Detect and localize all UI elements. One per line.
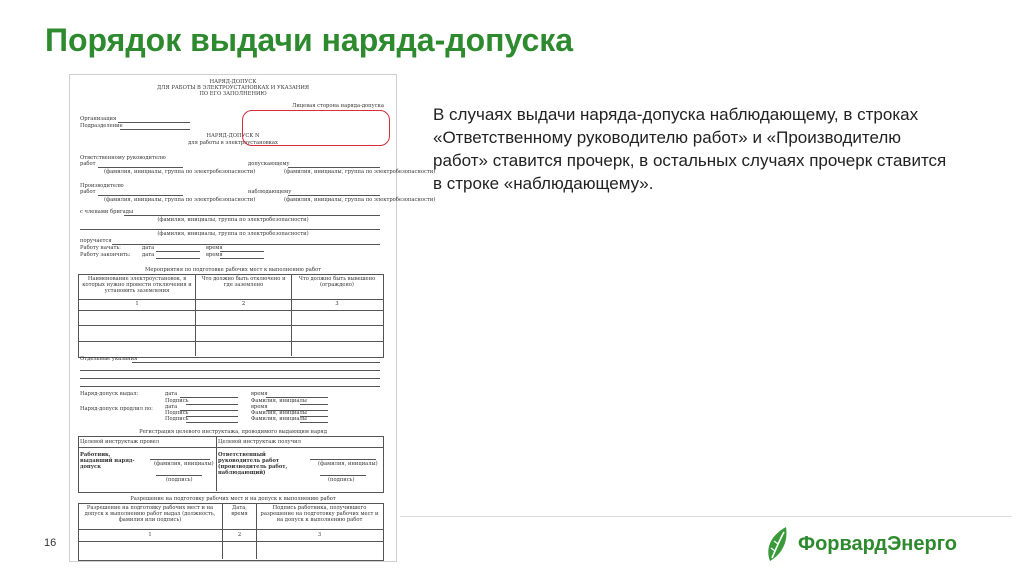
form-date-label: дата — [165, 391, 178, 397]
form-line — [216, 436, 217, 491]
form-resp-label-2: работ — [80, 161, 96, 167]
form-time-label: время — [251, 404, 268, 410]
form-end-label: Работу закончить: — [80, 252, 131, 258]
form-fio-group: (фамилия, инициалы, группа по электробезопасности) — [284, 169, 436, 175]
form-measures-header: Что должно быть отключено и где заземлено — [201, 276, 286, 288]
form-line — [78, 529, 383, 530]
form-col-number: 3 — [335, 301, 339, 307]
form-date-label: дата — [142, 245, 155, 251]
footer-divider — [400, 516, 1012, 517]
form-sign-paren: (подпись) — [328, 477, 355, 483]
form-line — [118, 122, 190, 123]
form-signature-label: Подпись — [165, 398, 189, 404]
form-resp-leader-label: Ответственный руководитель работ (производитель работ, наблюдающий) — [218, 452, 288, 476]
form-permission-title: Разрешение на подготовку рабочих мест и на допуск к выполнению работ — [130, 496, 336, 502]
form-line — [80, 386, 380, 387]
form-resp-label: Ответственному руководителю — [80, 155, 166, 161]
form-measures-header: Что должно быть вывешено (ограждено) — [298, 276, 376, 288]
form-line — [156, 251, 200, 252]
form-fio-group: (фамилия, инициалы, группа по электробезопасности) — [157, 217, 309, 223]
form-col-number: 2 — [237, 532, 242, 538]
form-line — [98, 195, 183, 196]
form-line — [78, 299, 383, 300]
form-observer-label: наблюдающему — [248, 189, 292, 195]
form-org-label: Организация — [80, 116, 117, 122]
logo-text: ФорвардЭнерго — [798, 532, 958, 555]
form-line — [120, 129, 190, 130]
form-measures-title: Мероприятия по подготовке рабочих мест к выполнению работ — [145, 267, 321, 273]
work-permit-form-image — [69, 74, 436, 562]
form-line — [124, 215, 380, 216]
form-line — [195, 274, 196, 356]
form-special-label: Отдельные указания — [80, 356, 138, 362]
form-line — [150, 459, 210, 460]
form-fio-group: (фамилия, инициалы, группа по электробезопасности) — [157, 231, 309, 237]
leaf-icon — [764, 525, 794, 563]
form-extended-label: Наряд-допуск продлил по: — [80, 406, 153, 412]
form-line — [300, 404, 328, 405]
form-prod-label-2: работ — [80, 189, 96, 195]
form-time-label: время — [206, 245, 223, 251]
form-sign-paren: (подпись) — [166, 477, 193, 483]
form-line — [80, 370, 380, 371]
slide-body-text: В случаях выдачи наряда-допуска наблюдающему, в строках «Ответственному руководителю работ» и «Производителю работ» ставится прочерк, в остальных случаях прочерк ставится в строке «наблюдающему». — [433, 105, 947, 193]
form-fio-short: (фамилия, инициалы) — [154, 461, 214, 467]
form-line — [320, 475, 366, 476]
form-issued-label: Наряд-допуск выдал: — [80, 391, 139, 397]
form-line — [310, 459, 376, 460]
form-line — [132, 362, 380, 363]
form-line — [156, 475, 202, 476]
form-fio-label: Фамилия, инициалы — [251, 398, 307, 404]
form-line — [78, 541, 383, 542]
form-col-number: 1 — [135, 301, 139, 307]
form-line — [78, 447, 383, 448]
page-number: 16 — [44, 537, 57, 549]
form-line — [186, 422, 238, 423]
form-date-label: дата — [142, 252, 155, 258]
form-line — [78, 341, 383, 342]
form-briefing-conducted: Целевой инструктаж провел — [80, 439, 159, 445]
form-team-label: с членами бригады — [80, 209, 134, 215]
form-start-label: Работу начать: — [80, 245, 121, 251]
form-signature-label: Подпись — [165, 416, 189, 422]
form-date-label: дата — [165, 404, 178, 410]
form-fio-group: (фамилия, инициалы, группа по электробезопасности) — [104, 197, 256, 203]
form-line — [186, 404, 238, 405]
form-line — [300, 422, 328, 423]
form-header-2: ДЛЯ РАБОТЫ В ЭЛЕКТРОУСТАНОВКАХ И УКАЗАНИЯ — [156, 85, 310, 91]
form-line — [291, 274, 292, 356]
form-header-1: НАРЯД-ДОПУСК — [209, 79, 257, 85]
form-permission-header: Подпись работника, получившего разрешение на подготовку рабочих мест и на допуск к выполнению работ — [260, 505, 379, 523]
form-prod-label: Производителю — [80, 183, 124, 189]
form-col-number: 2 — [241, 301, 246, 307]
form-briefing-received: Целевой инструктаж получил — [218, 439, 301, 445]
form-fio-short: (фамилия, инициалы) — [318, 461, 378, 467]
form-line — [220, 258, 264, 259]
form-fio-group: (фамилия, инициалы, группа по электробезопасности) — [284, 197, 436, 203]
form-col-number: 3 — [317, 532, 322, 538]
slide-title: Порядок выдачи наряда-допуска — [45, 22, 574, 58]
form-line — [288, 167, 380, 168]
company-logo — [764, 525, 984, 563]
form-permission-header: Разрешение на подготовку рабочих мест и на допуск к выполнению работ выдал (должность, фамилия или подпись) — [84, 505, 216, 523]
form-line — [80, 229, 380, 230]
form-time-label: время — [206, 252, 223, 258]
form-time-label: время — [251, 391, 268, 397]
form-permission-header: Дата, время — [231, 505, 248, 517]
form-header-3: ПО ЕГО ЗАПОЛНЕНИЮ — [199, 91, 267, 97]
form-signature-label: Подпись — [165, 410, 189, 416]
form-line — [256, 503, 257, 559]
form-line — [186, 416, 238, 417]
form-assigned-label: поручается — [80, 238, 112, 244]
form-dept-label: Подразделение — [80, 123, 123, 129]
form-briefing-title: Регистрация целевого инструктажа, проводимого выдающим наряд — [139, 429, 327, 435]
form-nd-title: НАРЯД-ДОПУСК N — [206, 133, 260, 139]
form-fio-label: Фамилия, инициалы — [251, 416, 307, 422]
form-col-number: 1 — [148, 532, 152, 538]
form-issuer-label: Работник, выдавший наряд-допуск — [80, 452, 135, 470]
form-line — [220, 251, 264, 252]
form-line — [78, 310, 383, 311]
form-measures-header: Наименование электроустановок, в которых нужно провести отключения и установить заземления — [82, 276, 192, 294]
highlight-observer-oval — [242, 110, 390, 146]
form-line — [80, 378, 380, 379]
form-line — [78, 325, 383, 326]
form-nd-sub: для работы в электроустановках — [188, 140, 278, 146]
form-line — [98, 167, 183, 168]
form-line — [156, 258, 200, 259]
form-side-label: Лицевая сторона наряда-допуска — [292, 103, 384, 109]
form-line — [222, 503, 223, 559]
form-admit-label: допускающему — [248, 161, 290, 167]
form-line — [288, 195, 380, 196]
form-fio-label: Фамилия, инициалы — [251, 410, 307, 416]
form-fio-group: (фамилия, инициалы, группа по электробезопасности) — [104, 169, 256, 175]
